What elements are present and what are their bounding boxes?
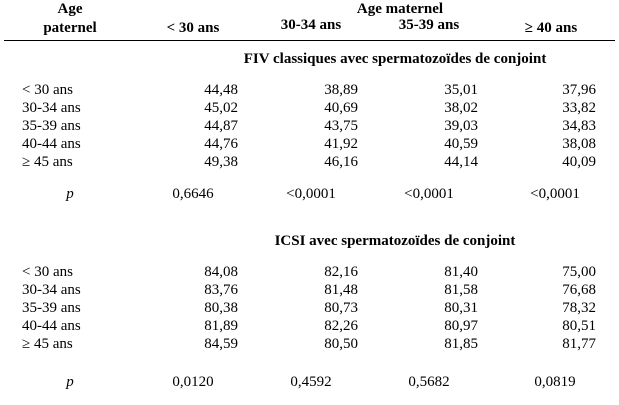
row-label: 40-44 ans — [22, 318, 81, 334]
value-cell: 39,03 — [444, 118, 478, 134]
p-value-cell: 0,6646 — [172, 186, 214, 202]
p-label: p — [66, 186, 74, 202]
value-cell: 80,31 — [444, 300, 478, 316]
value-cell: 49,38 — [204, 154, 238, 170]
value-cell: 82,16 — [324, 264, 358, 280]
value-cell: 35,01 — [444, 82, 478, 98]
p-value-cell: 0,0120 — [172, 374, 214, 390]
value-cell: 81,77 — [562, 336, 596, 352]
value-cell: 84,59 — [204, 336, 238, 352]
value-cell: 83,76 — [204, 282, 238, 298]
header-paternal-line2: paternel — [43, 20, 97, 36]
row-label: ≥ 45 ans — [22, 154, 73, 170]
p-value-cell: 0,4592 — [290, 374, 332, 390]
value-cell: 80,97 — [444, 318, 478, 334]
value-cell: 81,89 — [204, 318, 238, 334]
row-label: ≥ 45 ans — [22, 336, 73, 352]
value-cell: 45,02 — [204, 100, 238, 116]
value-cell: 81,40 — [444, 264, 478, 280]
value-cell: 43,75 — [324, 118, 358, 134]
row-label: 35-39 ans — [22, 118, 81, 134]
value-cell: 81,58 — [444, 282, 478, 298]
value-cell: 46,16 — [324, 154, 358, 170]
value-cell: 40,69 — [324, 100, 358, 116]
section-title: FIV classiques avec spermatozoïdes de conjoint — [243, 51, 547, 67]
value-cell: 40,09 — [562, 154, 596, 170]
value-cell: 40,59 — [444, 136, 478, 152]
value-cell: 80,38 — [204, 300, 238, 316]
header-maternal-group: Age maternel — [356, 1, 444, 17]
value-cell: 81,48 — [324, 282, 358, 298]
value-cell: 38,08 — [562, 136, 596, 152]
row-label: < 30 ans — [22, 82, 73, 98]
value-cell: 44,76 — [204, 136, 238, 152]
section-title: ICSI avec spermatozoïdes de conjoint — [274, 233, 516, 249]
value-cell: 44,14 — [444, 154, 478, 170]
p-value-cell: 0,5682 — [408, 374, 450, 390]
row-label: 35-39 ans — [22, 300, 81, 316]
value-cell: 44,48 — [204, 82, 238, 98]
value-cell: 76,68 — [562, 282, 596, 298]
value-cell: 82,26 — [324, 318, 358, 334]
header-col-1: < 30 ans — [166, 20, 220, 36]
header-col-2: 30-34 ans — [280, 17, 342, 33]
value-cell: 38,89 — [324, 82, 358, 98]
value-cell: 81,85 — [444, 336, 478, 352]
row-label: 30-34 ans — [22, 100, 81, 116]
value-cell: 37,96 — [562, 82, 596, 98]
header-rule — [4, 40, 615, 41]
value-cell: 75,00 — [562, 264, 596, 280]
value-cell: 78,32 — [562, 300, 596, 316]
value-cell: 33,82 — [562, 100, 596, 116]
row-label: < 30 ans — [22, 264, 73, 280]
value-cell: 41,92 — [324, 136, 358, 152]
row-label: 30-34 ans — [22, 282, 81, 298]
p-value-cell: <0,0001 — [530, 186, 580, 202]
value-cell: 80,73 — [324, 300, 358, 316]
value-cell: 80,51 — [562, 318, 596, 334]
value-cell: 84,08 — [204, 264, 238, 280]
p-value-cell: <0,0001 — [286, 186, 336, 202]
p-value-cell: <0,0001 — [404, 186, 454, 202]
p-value-cell: 0,0819 — [534, 374, 576, 390]
value-cell: 38,02 — [444, 100, 478, 116]
p-label: p — [66, 374, 74, 390]
value-cell: 34,83 — [562, 118, 596, 134]
header-paternal-line1: Age — [57, 1, 83, 17]
header-col-4: ≥ 40 ans — [524, 20, 578, 36]
row-label: 40-44 ans — [22, 136, 81, 152]
value-cell: 44,87 — [204, 118, 238, 134]
header-col-3: 35-39 ans — [398, 17, 460, 33]
value-cell: 80,50 — [324, 336, 358, 352]
